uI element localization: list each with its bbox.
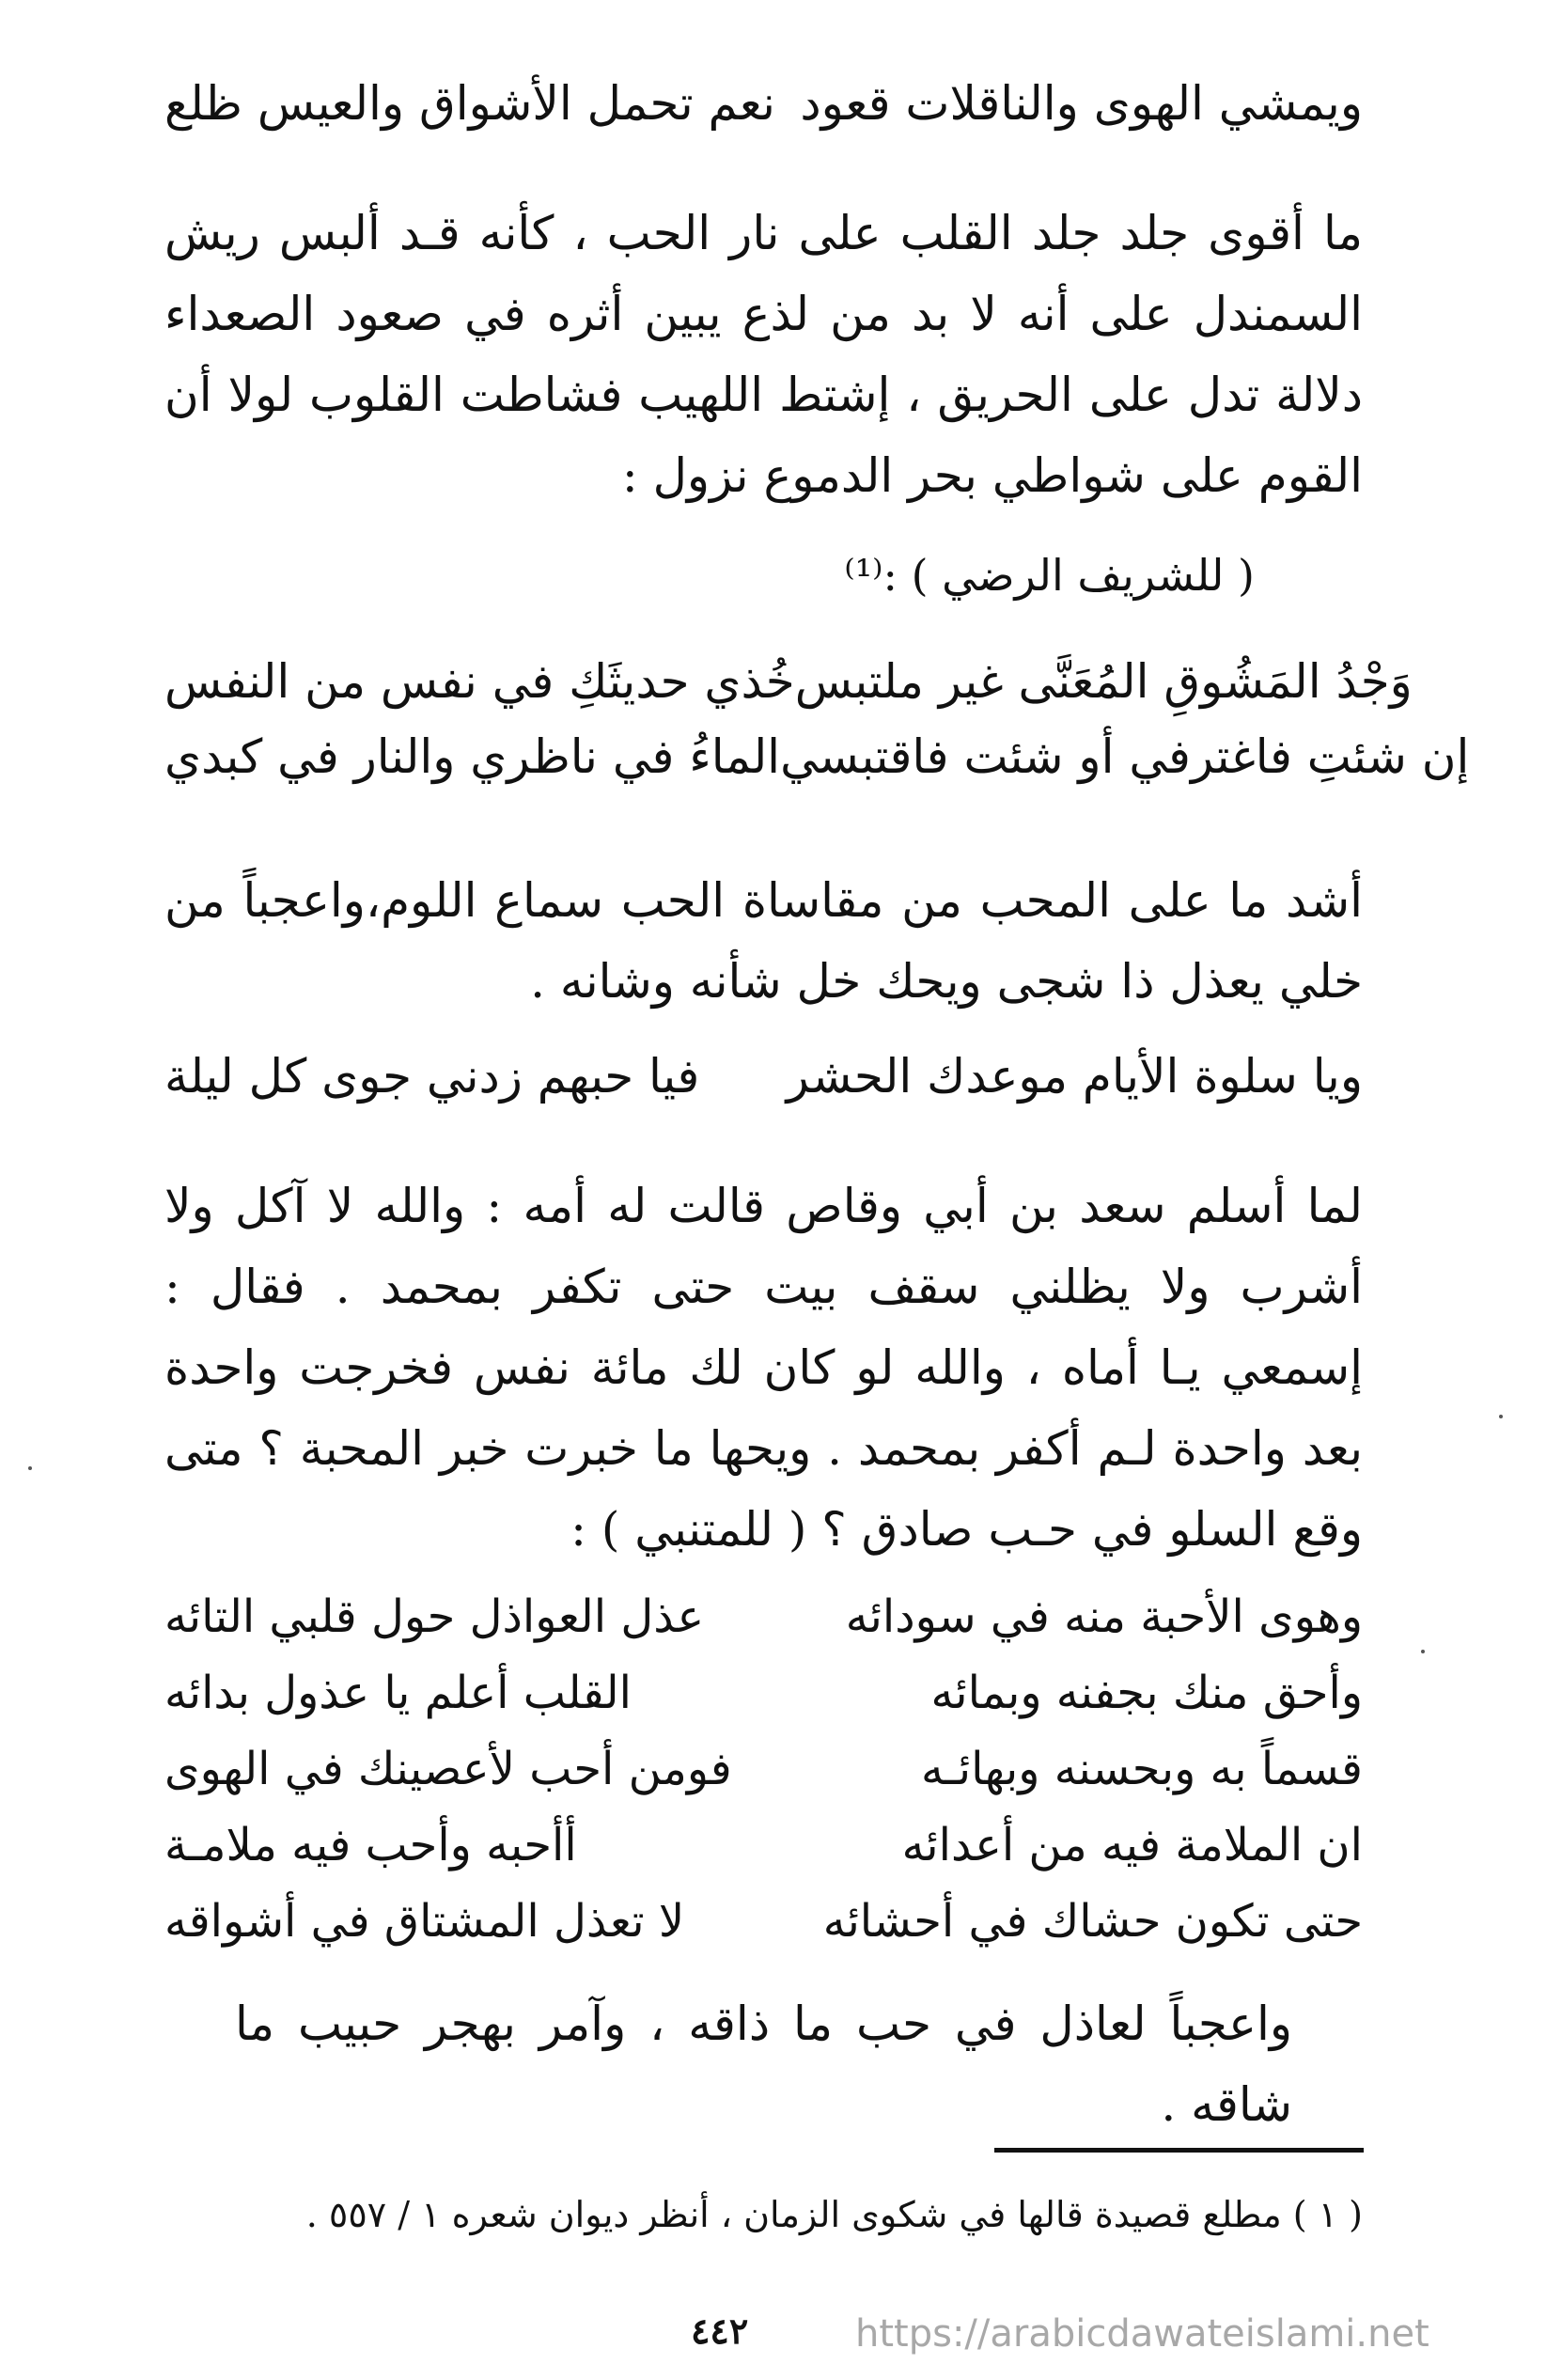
poem-line [164, 1884, 1363, 1960]
hemistich-left: وهوى الأحبة منه في سودائه [845, 1590, 1363, 1643]
paragraph-2: أشد ما على المحب من مقاساة الحب سماع اللوم،واعجباً من خلي يعذل ذا شجى ويحك خل شأنه وشانه . [164, 873, 1363, 1009]
hemistich-right: لا تعذل المشتاق في أشواقه [164, 1895, 685, 1948]
hemistich-left: قسماً به وبحسنه وبهائـه [920, 1743, 1363, 1795]
hemistich-right: عذل العواذل حول قلبي التائه [164, 1590, 705, 1643]
hemistich-right: نعم تحمل الأشواق والعيس ظلع [164, 76, 775, 131]
hemistich-right: فومن أحب لأعصينك في الهوى [164, 1743, 732, 1795]
verse-line-4 [164, 1043, 1363, 1109]
hemistich-right: خُذي حديثَكِ في نفس من النفس [164, 654, 795, 709]
hemistich-right: القلب أعلم يا عذول بدائه [164, 1667, 632, 1719]
footnote: ( ١ ) مطلع قصيدة قالها في شكوى الزمان ، أنظر ديوان شعره ١ / ٥٥٧ . [305, 2194, 1363, 2235]
poem-line [164, 1655, 1363, 1731]
paragraph-1: ما أقوى جلد جلد القلب على نار الحب ، كأنه قـد ألبس ريش السمندل على أنه لا بد من لذع يبين أثره في صعود الصعداء دلالة تدل على الحريق ، إشتط اللهيب فشاطت القلوب لولا أن القوم على شواطي بحر الدموع نزول : [164, 206, 1363, 503]
verse-line-2 [164, 649, 1413, 714]
hemistich-left: وأحق منك بجفنه وبمائه [930, 1667, 1363, 1719]
paragraph-3: لما أسلم سعد بن أبي وقاص قالت له أمه : والله لا آكل ولا أشرب ولا يظلني سقف بيت حتى تكفر بمحمد . فقال : إسمعي يـا أماه ، والله لو كان لك مائة نفس فخرجت واحدة بعد واحدة لـم أكفر بمحمد . ويحها ما خبرت خبر المحبة ؟ متى وقع السلو في حـب صادق ؟ ( للمتنبي ) : [164, 1179, 1363, 1557]
scan-speck [1421, 1650, 1425, 1653]
hemistich-right: أأحبه وأحب فيه ملامـة [164, 1819, 577, 1871]
hemistich-left: وَجْدُ المَشُوقِ المُعَنَّى غير ملتبس [794, 654, 1413, 709]
poem-line [164, 1731, 1363, 1808]
attribution-sharif-radi: ( للشريف الرضي ) :⁽¹⁾ [844, 550, 1255, 601]
hemistich-left: ويمشي الهوى والناقلات قعود [800, 76, 1363, 131]
hemistich-left: ويا سلوة الأيام موعدك الحشر [786, 1049, 1363, 1104]
watermark-url: https://arabicdawateislami.net [855, 2312, 1429, 2356]
hemistich-left: ان الملامة فيه من أعدائه [901, 1819, 1363, 1871]
hemistich-left: إن شئتِ فاغترفي أو شئت فاقتبسي [780, 729, 1470, 784]
hemistich-right: الماءُ في ناظري والنار في كبدي [164, 729, 781, 784]
poem-line [164, 1579, 1363, 1655]
footnote-divider [994, 2148, 1364, 2153]
hemistich-left: حتى تكون حشاك في أحشائه [822, 1895, 1363, 1948]
page-number: ٤٤٢ [691, 2310, 749, 2352]
poem-line [164, 1808, 1363, 1884]
verse-line-1 [164, 70, 1363, 136]
poem-mutanabbi [164, 1579, 1363, 1960]
paragraph-4: واعجباً لعاذل في حب ما ذاقه ، وآمر بهجر حبيب ما شاقه . [235, 1996, 1292, 2132]
scan-speck [1499, 1415, 1503, 1418]
verse-line-3 [164, 724, 1470, 790]
scan-speck [28, 1466, 32, 1470]
hemistich-right: فيا حبهم زدني جوى كل ليلة [164, 1049, 700, 1104]
